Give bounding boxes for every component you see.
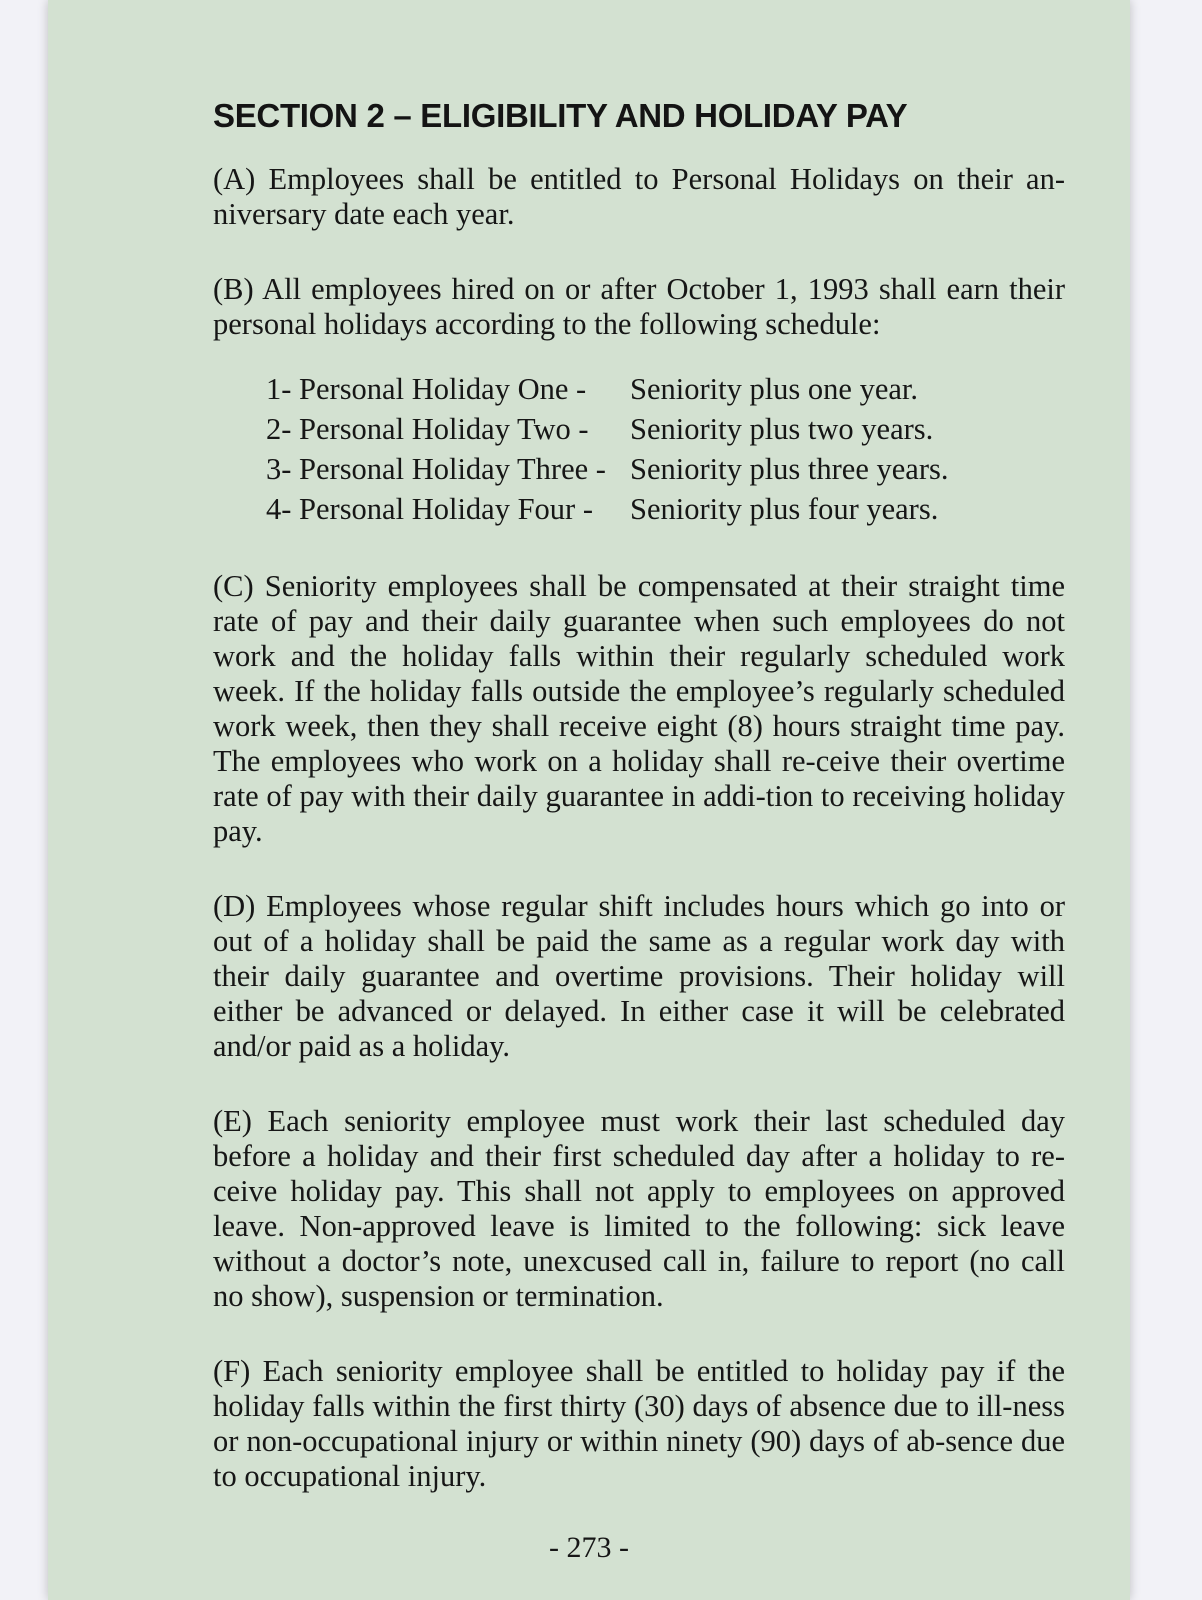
schedule-item-value: Seniority plus three years.	[630, 452, 949, 486]
paragraph-b: (B) All employees hired on or after October 1, 1993 shall earn their personal holidays according to the following schedule:	[213, 272, 1065, 341]
section-title: SECTION 2 – ELIGIBILITY AND HOLIDAY PAY	[213, 97, 908, 134]
paragraph-a: (A) Employees shall be entitled to Personal Holidays on their an-niversary date each year.	[213, 162, 1065, 231]
schedule-item	[266, 449, 1065, 489]
schedule-item	[266, 369, 1065, 409]
paragraph-f: (F) Each seniority employee shall be entitled to holiday pay if the holiday falls within the first thirty (30) days of absence due to ill-ness or non-occupational injury or within ninety (90) days of ab-sence due to occupational injury.	[213, 1354, 1065, 1493]
schedule-item-label: 3- Personal Holiday Three -	[266, 452, 606, 486]
schedule-item-label: 2- Personal Holiday Two -	[266, 412, 589, 446]
schedule-item	[266, 489, 1065, 529]
paragraph-c: (C) Seniority employees shall be compensated at their straight time rate of pay and their daily guarantee when such employees do not work and the holiday falls within their regularly scheduled work week. If the holiday falls outside the employee’s regularly scheduled work week, then they shall receive eight (8) hours straight time pay. The employees who work on a holiday shall re-ceive their overtime rate of pay with their daily guarantee in addi-tion to receiving holiday pay.	[213, 569, 1065, 848]
page-number: - 273 -	[549, 1531, 629, 1564]
schedule-item	[266, 409, 1065, 449]
page-content	[213, 96, 1065, 1494]
schedule-item-value: Seniority plus two years.	[630, 412, 934, 446]
schedule-item-value: Seniority plus four years.	[630, 492, 939, 526]
paragraph-e: (E) Each seniority employee must work their last scheduled day before a holiday and their first scheduled day after a holiday to re-ceive holiday pay. This shall not apply to employees on approved leave. Non-approved leave is limited to the following: sick leave without a doctor’s note, unexcused call in, failure to report (no call no show), suspension or termination.	[213, 1104, 1065, 1313]
schedule-item-label: 1- Personal Holiday One -	[266, 372, 587, 406]
schedule-item-value: Seniority plus one year.	[630, 372, 919, 406]
document-page	[48, 0, 1130, 1600]
holiday-schedule-list	[213, 369, 1065, 529]
schedule-item-label: 4- Personal Holiday Four -	[266, 492, 593, 526]
paragraph-d: (D) Employees whose regular shift includes hours which go into or out of a holiday shall be paid the same as a regular work day with their daily guarantee and overtime provisions. Their holiday will either be advanced or delayed. In either case it will be celebrated and/or paid as a holiday.	[213, 889, 1065, 1063]
